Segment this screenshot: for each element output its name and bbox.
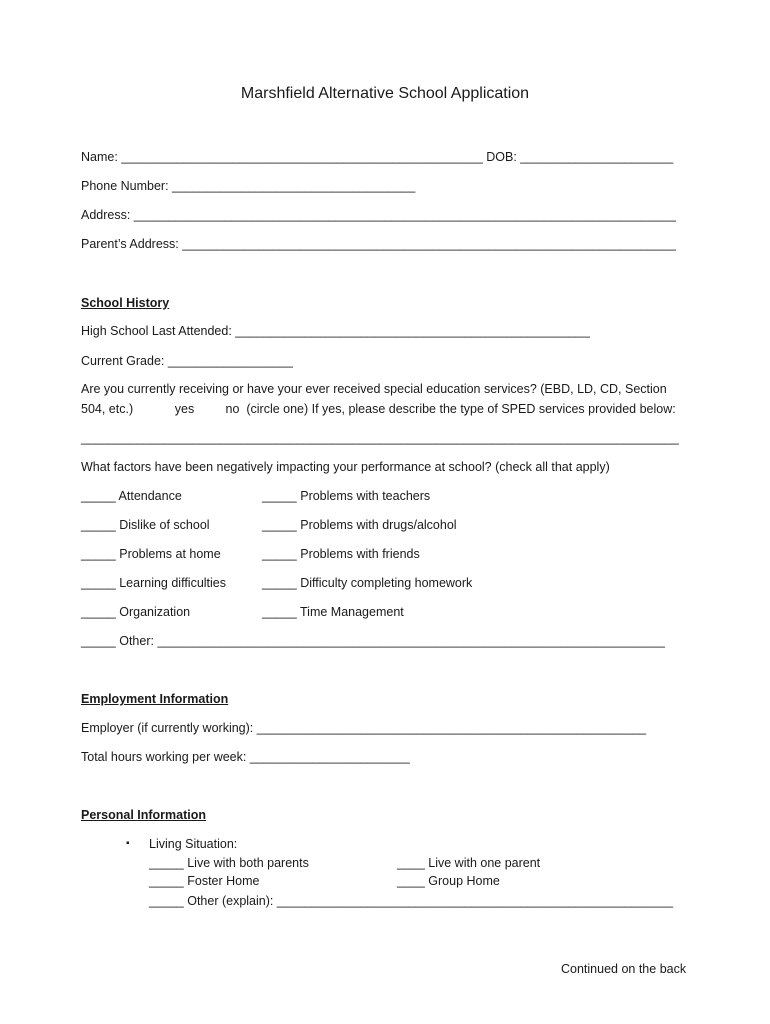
sped-question-line-2[interactable]: 504, etc.) yes no (circle one) If yes, please describe the type of SPED services provided below:: [81, 402, 676, 416]
employer-field[interactable]: Employer (if currently working): ________________________________________________________: [81, 721, 647, 735]
phone-field[interactable]: Phone Number: ___________________________________: [81, 179, 416, 193]
living-option-group[interactable]: ____ Group Home: [397, 874, 500, 888]
square-bullet-icon: ▪: [126, 838, 130, 849]
hours-per-week-field[interactable]: Total hours working per week: _______________________: [81, 750, 410, 764]
last-attended-field[interactable]: High School Last Attended: ___________________________________________________: [81, 324, 590, 338]
continued-note: Continued on the back: [561, 962, 687, 976]
factor-checkbox-dislike-school[interactable]: _____ Dislike of school: [81, 518, 210, 532]
name-dob-field[interactable]: Name: ____________________________________________________ DOB: ______________________: [81, 150, 674, 164]
factor-checkbox-friends[interactable]: _____ Problems with friends: [262, 547, 420, 561]
factor-checkbox-attendance[interactable]: _____ Attendance: [81, 489, 182, 503]
page-title: Marshfield Alternative School Application: [240, 85, 530, 102]
current-grade-field[interactable]: Current Grade: __________________: [81, 354, 293, 368]
factor-checkbox-teachers[interactable]: _____ Problems with teachers: [262, 489, 431, 503]
employment-heading: Employment Information: [81, 692, 229, 706]
address-field[interactable]: Address: ______________________________________________________________________________: [81, 208, 677, 222]
living-option-foster[interactable]: _____ Foster Home: [149, 874, 260, 888]
sped-description-field[interactable]: ______________________________________________________________________________________: [81, 431, 679, 445]
sped-question-line-1: Are you currently receiving or have your ever received special education services? (EBD, LD, CD, Section: [81, 382, 667, 396]
factor-checkbox-organization[interactable]: _____ Organization: [81, 605, 191, 619]
personal-heading: Personal Information: [81, 808, 207, 822]
factor-other-field[interactable]: _____ Other: _________________________________________________________________________: [81, 634, 665, 648]
factor-checkbox-homework[interactable]: _____ Difficulty completing homework: [262, 576, 473, 590]
school-history-heading: School History: [81, 296, 170, 310]
factor-checkbox-drugs-alcohol[interactable]: _____ Problems with drugs/alcohol: [262, 518, 457, 532]
parent-address-field[interactable]: Parent’s Address: _______________________________________________________________________: [81, 237, 676, 251]
living-situation-label: Living Situation:: [149, 837, 238, 851]
living-option-other-field[interactable]: _____ Other (explain): _________________________________________________________: [149, 894, 674, 908]
living-option-both-parents[interactable]: _____ Live with both parents: [149, 856, 309, 870]
living-option-one-parent[interactable]: ____ Live with one parent: [397, 856, 541, 870]
factors-question: What factors have been negatively impacting your performance at school? (check all that apply): [81, 460, 610, 474]
factor-checkbox-home[interactable]: _____ Problems at home: [81, 547, 221, 561]
factor-checkbox-time-management[interactable]: _____ Time Management: [262, 605, 404, 619]
factor-checkbox-learning[interactable]: _____ Learning difficulties: [81, 576, 227, 590]
